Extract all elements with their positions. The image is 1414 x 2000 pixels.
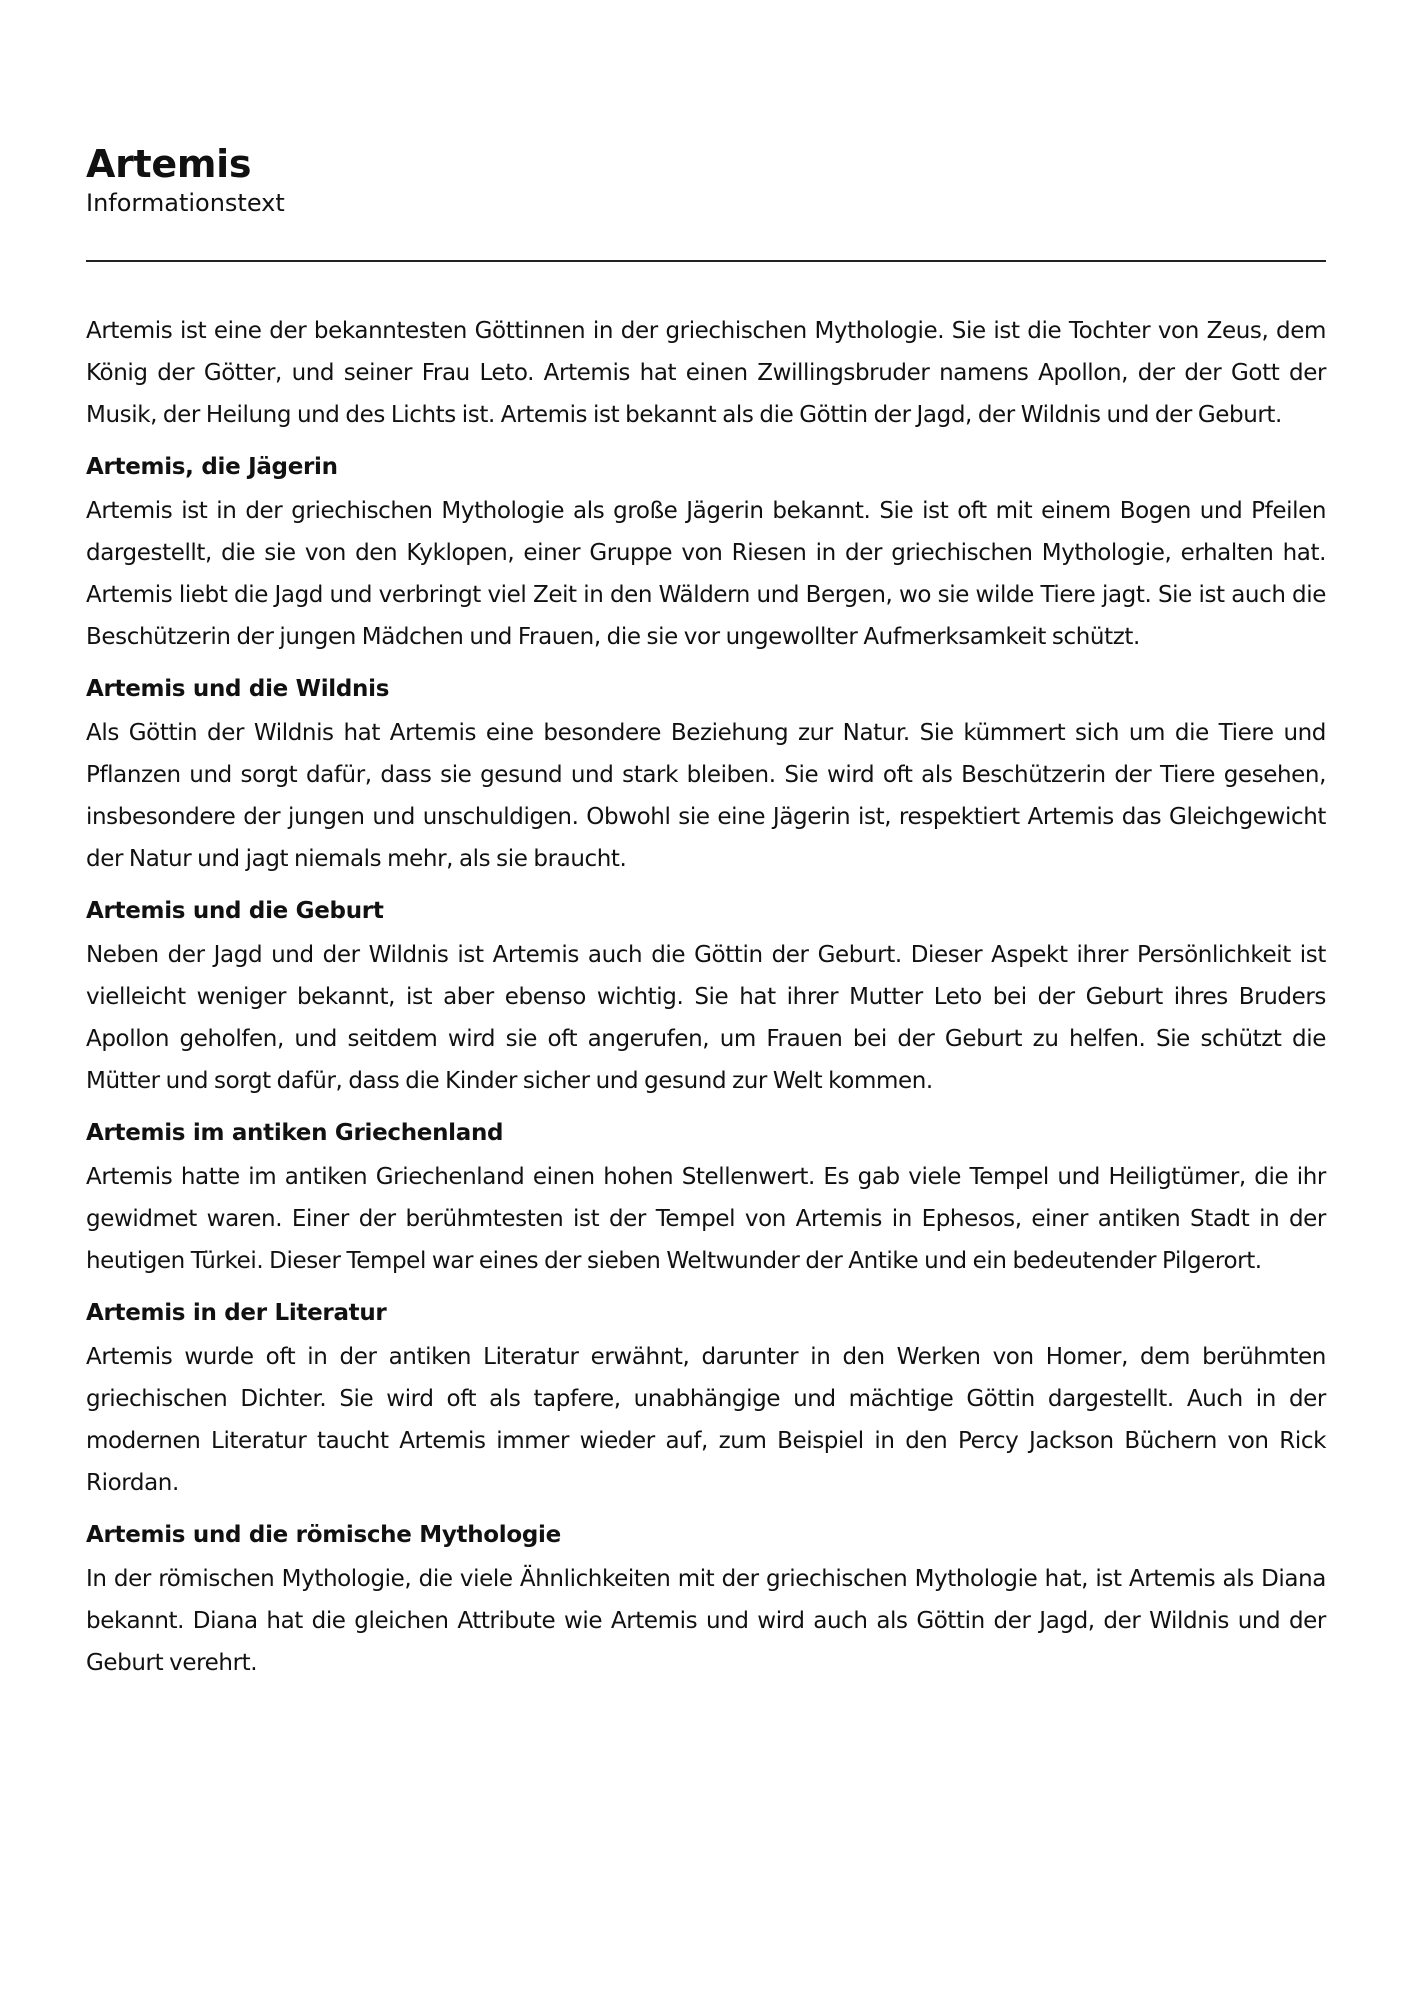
section-heading: Artemis in der Literatur	[86, 1300, 387, 1326]
section-heading: Artemis und die Geburt	[86, 898, 384, 924]
page-title: Artemis	[86, 142, 252, 186]
section-heading: Artemis und die römische Mythologie	[86, 1522, 561, 1548]
section-paragraph: In der römischen Mythologie, die viele Ähnlichkeiten mit der griechischen Mythologie hat, ist Artemis als Diana bekannt. Diana hat die gleichen Attribute wie Artemis und wird auch als Göttin der Jagd, der Wildnis und der Geburt verehrt.	[86, 1566, 1326, 1676]
section-antikes-griechenland	[86, 1114, 1326, 1282]
document-page	[86, 140, 1326, 1684]
section-paragraph: Artemis hatte im antiken Griechenland einen hohen Stellenwert. Es gab viele Tempel und Heiligtümer, die ihr gewidmet waren. Einer der berühmtesten ist der Tempel von Artemis in Ephesos, einer antiken Stadt in der heutigen Türkei. Dieser Tempel war eines der sieben Weltwunder der Antike und ein bedeutender Pilgerort.	[86, 1164, 1326, 1274]
section-paragraph: Als Göttin der Wildnis hat Artemis eine besondere Beziehung zur Natur. Sie kümmert sich um die Tiere und Pflanzen und sorgt dafür, dass sie gesund und stark bleiben. Sie wird oft als Beschützerin der Tiere gesehen, insbesondere der jungen und unschuldigen. Obwohl sie eine Jägerin ist, respektiert Artemis das Gleichgewicht der Natur und jagt niemals mehr, als sie braucht.	[86, 720, 1326, 872]
section-wildnis	[86, 670, 1326, 880]
section-literatur	[86, 1294, 1326, 1504]
section-heading: Artemis im antiken Griechenland	[86, 1120, 504, 1146]
intro-paragraph: Artemis ist eine der bekanntesten Göttinnen in der griechischen Mythologie. Sie ist die Tochter von Zeus, dem König der Götter, und seiner Frau Leto. Artemis hat einen Zwillingsbruder namens Apollon, der der Gott der Musik, der Heilung und des Lichts ist. Artemis ist bekannt als die Göttin der Jagd, der Wildnis und der Geburt.	[86, 318, 1326, 428]
section-jaegerin	[86, 448, 1326, 658]
section-paragraph: Artemis wurde oft in der antiken Literatur erwähnt, darunter in den Werken von Homer, dem berühmten griechischen Dichter. Sie wird oft als tapfere, unabhängige und mächtige Göttin dargestellt. Auch in der modernen Literatur taucht Artemis immer wieder auf, zum Beispiel in den Percy Jackson Büchern von Rick Riordan.	[86, 1344, 1326, 1496]
section-heading: Artemis und die Wildnis	[86, 676, 390, 702]
section-geburt	[86, 892, 1326, 1102]
section-heading: Artemis, die Jägerin	[86, 454, 338, 480]
section-roemische-mythologie	[86, 1516, 1326, 1684]
section-paragraph: Neben der Jagd und der Wildnis ist Artemis auch die Göttin der Geburt. Dieser Aspekt ihrer Persönlichkeit ist vielleicht weniger bekannt, ist aber ebenso wichtig. Sie hat ihrer Mutter Leto bei der Geburt ihres Bruders Apollon geholfen, und seitdem wird sie oft angerufen, um Frauen bei der Geburt zu helfen. Sie schützt die Mütter und sorgt dafür, dass die Kinder sicher und gesund zur Welt kommen.	[86, 942, 1326, 1094]
section-paragraph: Artemis ist in der griechischen Mythologie als große Jägerin bekannt. Sie ist oft mit einem Bogen und Pfeilen dargestellt, die sie von den Kyklopen, einer Gruppe von Riesen in der griechischen Mythologie, erhalten hat. Artemis liebt die Jagd und verbringt viel Zeit in den Wäldern und Bergen, wo sie wilde Tiere jagt. Sie ist auch die Beschützerin der jungen Mädchen und Frauen, die sie vor ungewollter Aufmerksamkeit schützt.	[86, 498, 1326, 650]
page-subtitle: Informationstext	[86, 189, 285, 217]
title-divider	[86, 260, 1326, 262]
